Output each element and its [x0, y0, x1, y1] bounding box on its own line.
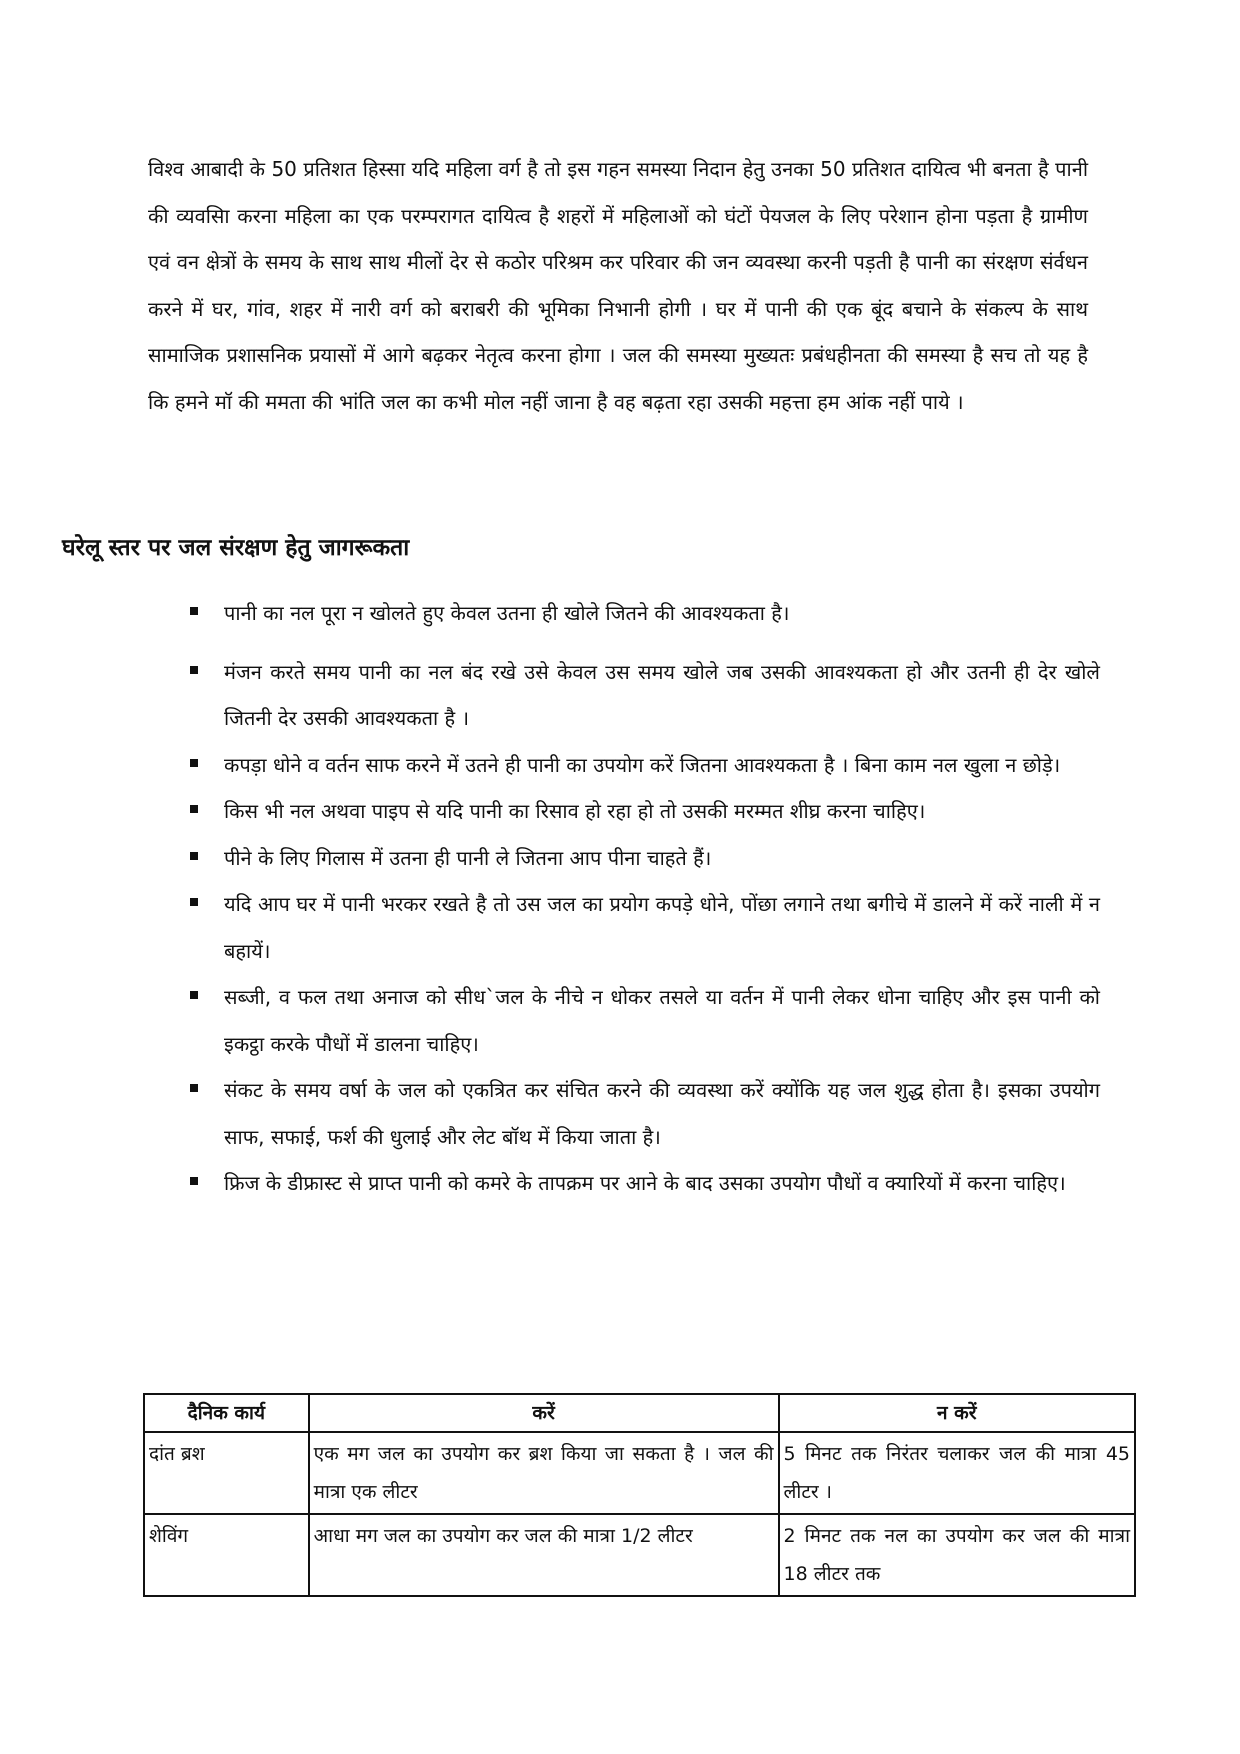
list-item	[190, 1160, 1100, 1207]
list-item-text: संकट के समय वर्षा के जल को एकत्रित कर संचित करने की व्यवस्था करें क्योंकि यह जल शुद्ध होता है। इसका उपयोग साफ, सफाई, फर्श की धुलाई और लेट बॉथ में किया जाता है।	[224, 1078, 1100, 1149]
list-item	[190, 881, 1100, 974]
bullet-square-icon	[190, 898, 198, 906]
bullet-square-icon	[190, 991, 198, 999]
bullet-square-icon	[190, 607, 198, 615]
list-item-text: पानी का नल पूरा न खोलते हुए केवल उतना ही खोले जितने की आवश्यकता है।	[224, 601, 790, 625]
bullet-square-icon	[190, 805, 198, 813]
bullet-square-icon	[190, 1084, 198, 1092]
bullet-list	[190, 590, 1100, 1207]
header-daily-task: दैनिक कार्य	[144, 1394, 309, 1432]
list-item	[190, 590, 1100, 637]
list-item-text: सब्जी, व फल तथा अनाज को सीध`जल के नीचे न धोकर तसले या वर्तन में पानी लेकर धोना चाहिए और इस पानी को इकट्ठा करके पौधों में डालना चाहिए।	[224, 985, 1100, 1056]
cell-task: शेविंग	[144, 1514, 309, 1596]
bullet-square-icon	[190, 852, 198, 860]
section-heading: घरेलू स्तर पर जल संरक्षण हेतु जागरूकता	[62, 535, 410, 561]
intro-paragraph: विश्व आबादी के 50 प्रतिशत हिस्सा यदि महिला वर्ग है तो इस गहन समस्या निदान हेतु उनका 50 प्रतिशत दायित्व भी बनता है पानी की व्यवसाि करना महिला का एक परम्परागत दायित्व है शहरों में महिलाओं को घंटों पेयजल के लिए परेशान होना पड़ता है ग्रामीण एवं वन क्षेत्रों के समय के साथ साथ मीलों देर से कठोर परिश्रम कर परिवार की जन व्यवस्था करनी पड़ती है पानी का संरक्षण संर्वधन करने में घर, गांव, शहर में नारी वर्ग को बराबरी की भूमिका निभानी होगी । घर में पानी की एक बूंद बचाने के संकल्प के साथ सामाजिक प्रशासनिक प्रयासों में आगे बढ़कर नेतृत्व करना होगा । जल की समस्या मुख्यतः प्रबंधहीनता की समस्या है सच तो यह है कि हमने मॉ की ममता की भांति जल का कभी मोल नहीं जाना है वह बढ़ता रहा उसकी महत्ता हम आंक नहीं पाये ।	[148, 157, 1088, 414]
header-dont: न करें	[779, 1394, 1135, 1432]
list-item-text: कपड़ा धोने व वर्तन साफ करने में उतने ही पानी का उपयोग करें जितना आवश्यकता है । बिना काम नल खुला न छोड़े।	[224, 752, 1061, 777]
list-item	[190, 1067, 1100, 1160]
list-item	[190, 742, 1100, 789]
list-item	[190, 649, 1100, 742]
table-row	[144, 1514, 1135, 1596]
list-item-text: किस भी नल अथवा पाइप से यदि पानी का रिसाव हो रहा हो तो उसकी मरम्मत शीघ्र करना चाहिए।	[224, 799, 926, 823]
cell-do: आधा मग जल का उपयोग कर जल की मात्रा 1/2 लीटर	[309, 1514, 779, 1596]
bullet-square-icon	[190, 1177, 198, 1185]
cell-do: एक मग जल का उपयोग कर ब्रश किया जा सकता है । जल की मात्रा एक लीटर	[309, 1432, 779, 1514]
list-item-text: फ्रिज के डीफ्रास्ट से प्राप्त पानी को कमरे के तापक्रम पर आने के बाद उसका उपयोग पौधों व क्यारियों में करना चाहिए।	[224, 1171, 1066, 1195]
list-item-text: यदि आप घर में पानी भरकर रखते है तो उस जल का प्रयोग कपड़े धोने, पोंछा लगाने तथा बगीचे में डालने में करें नाली में न बहायें।	[224, 892, 1100, 963]
table-row	[144, 1432, 1135, 1514]
cell-task: दांत ब्रश	[144, 1432, 309, 1514]
bullet-square-icon	[190, 759, 198, 767]
dos-and-donts-table	[143, 1393, 1136, 1597]
header-do: करें	[309, 1394, 779, 1432]
list-item-text: मंजन करते समय पानी का नल बंद रखे उसे केवल उस समय खोले जब उसकी आवश्यकता हो और उतनी ही देर खोले जितनी देर उसकी आवश्यकता है ।	[224, 659, 1100, 730]
list-item	[190, 974, 1100, 1067]
list-item	[190, 835, 1100, 882]
table-header-row	[144, 1394, 1135, 1432]
list-item	[190, 788, 1100, 835]
bullet-square-icon	[190, 666, 198, 674]
cell-dont: 2 मिनट तक नल का उपयोग कर जल की मात्रा 18 लीटर तक	[779, 1514, 1135, 1596]
cell-dont: 5 मिनट तक निरंतर चलाकर जल की मात्रा 45 लीटर ।	[779, 1432, 1135, 1514]
list-item-text: पीने के लिए गिलास में उतना ही पानी ले जितना आप पीना चाहते हैं।	[224, 845, 712, 870]
